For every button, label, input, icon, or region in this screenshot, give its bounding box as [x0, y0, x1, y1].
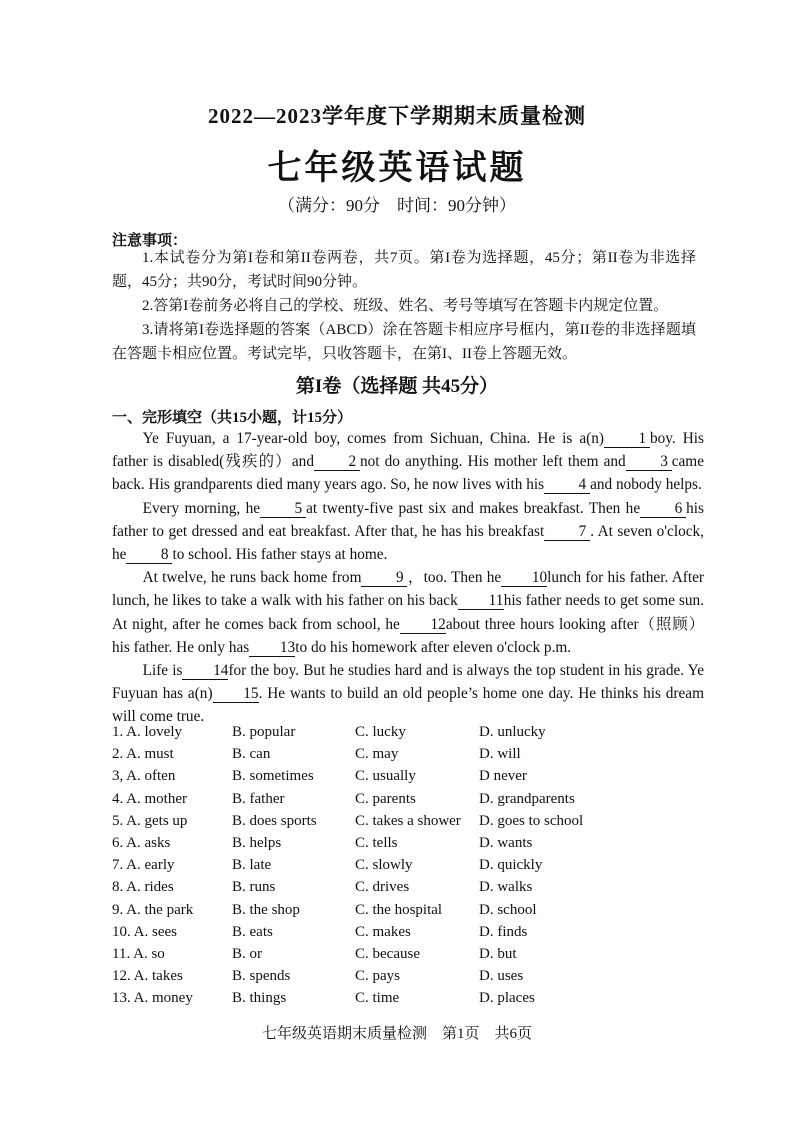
- cloze-blank: 7: [544, 523, 590, 541]
- passage-text: ，too. Then he: [407, 569, 502, 587]
- option-a: 12. A. takes: [112, 968, 183, 985]
- option-c: C. slowly: [355, 857, 413, 874]
- option-a: 11. A. so: [112, 945, 165, 962]
- part-title: 一、完形填空（共15小题，计15分）: [112, 410, 353, 426]
- passage-text: . He wants to build an old people’s home one day. He thinks his dream will come true.: [112, 685, 704, 726]
- option-a: 8. A. rides: [112, 879, 174, 896]
- option-b: B. sometimes: [232, 768, 314, 785]
- option-a: 9. A. the park: [112, 901, 194, 918]
- passage-text: to do his homework after eleven o'clock p.m.: [295, 638, 572, 656]
- passage-text: Every morning, he: [142, 499, 261, 517]
- option-d: D never: [479, 768, 527, 785]
- section-title: 第I卷（选择题 共45分）: [295, 376, 499, 397]
- option-b: B. the shop: [232, 901, 300, 918]
- option-b: B. late: [232, 857, 272, 874]
- passage-text: his father to get dressed and eat breakfast. After that, he has his breakfast: [112, 499, 704, 540]
- option-c: C. because: [355, 945, 420, 962]
- passage-text: about three hours looking after（照顾） his father. He only has: [112, 615, 704, 656]
- passage-text: . At seven o'clock, he: [112, 522, 704, 564]
- option-c: C. drives: [355, 879, 410, 896]
- cloze-blank: 14: [182, 662, 228, 680]
- option-c: C. takes a shower: [355, 812, 461, 829]
- cloze-blank: 15: [213, 685, 259, 703]
- passage-paragraph: [112, 497, 704, 567]
- option-c: C. tells: [355, 834, 398, 851]
- cloze-blank: 11: [458, 592, 504, 610]
- option-d: D. school: [479, 901, 537, 918]
- option-d: D. goes to school: [479, 812, 584, 829]
- cloze-blank: 5: [260, 500, 306, 518]
- passage-text: lunch for his father. After lunch, he likes to take a walk with his father on his back: [112, 569, 704, 610]
- note-item: 1.本试卷分为第I卷和第II卷两卷，共7页。第I卷为选择题，45分；第II卷为非选择题，45分；共90分，考试时间90分钟。: [112, 250, 696, 290]
- cloze-blank: 10: [501, 569, 547, 587]
- option-a: 13. A. money: [112, 990, 193, 1007]
- passage-text: Life is: [142, 662, 183, 680]
- option-b: B. things: [232, 990, 287, 1007]
- passage-paragraph: [112, 659, 704, 729]
- cloze-blank: 3: [626, 453, 672, 471]
- option-c: C. usually: [355, 768, 416, 785]
- passage-text: and nobody helps.: [590, 476, 702, 494]
- option-c: C. may: [355, 746, 399, 763]
- cloze-blank: 2: [314, 453, 360, 471]
- option-c: C. pays: [355, 968, 400, 985]
- option-b: B. popular: [232, 724, 296, 740]
- option-d: D. walks: [479, 879, 533, 896]
- option-d: D. uses: [479, 968, 524, 985]
- passage-text: At twelve, he runs back home from: [142, 569, 362, 587]
- option-a: 4. A. mother: [112, 790, 187, 807]
- option-b: B. or: [232, 945, 262, 962]
- option-d: D. but: [479, 945, 517, 962]
- exam-title: 七年级英语试题: [267, 150, 527, 187]
- option-d: D. unlucky: [479, 724, 546, 740]
- option-d: D. finds: [479, 923, 528, 940]
- passage-paragraph: [112, 427, 704, 497]
- option-c: C. parents: [355, 790, 416, 807]
- page-footer: 七年级英语期末质量检测 第1页 共6页: [261, 1026, 532, 1042]
- note-item: 3.请将第I卷选择题的答案（ABCD）涂在答题卡相应序号框内，第II卷的非选择题填在答题卡相应位置。考试完毕，只收答题卡，在第I、II卷上答题无效。: [112, 322, 696, 362]
- note-item: 2.答第I卷前务必将自己的学校、班级、姓名、考号等填写在答题卡内规定位置。: [142, 298, 669, 314]
- option-d: D. quickly: [479, 857, 543, 874]
- option-b: B. can: [232, 746, 271, 763]
- option-b: B. does sports: [232, 812, 317, 829]
- option-b: B. eats: [232, 923, 273, 940]
- passage-text: for the boy. But he studies hard and is always the top student in his grade. Ye Fuyuan has a(n): [112, 662, 704, 703]
- option-c: C. time: [355, 990, 400, 1007]
- passage-text: boy. His father is disabled(残疾的）and: [112, 430, 704, 471]
- option-b: B. spends: [232, 968, 291, 985]
- passage-text: at twenty-five past six and makes breakfast. Then he: [306, 499, 641, 517]
- option-b: B. father: [232, 790, 285, 807]
- cloze-blank: 9: [361, 569, 407, 587]
- option-a: 1. A. lovely: [112, 724, 182, 740]
- option-a: 3, A. often: [112, 768, 176, 785]
- option-b: B. helps: [232, 834, 282, 851]
- option-d: D. will: [479, 746, 521, 763]
- cloze-blank: 1: [604, 430, 650, 448]
- option-a: 2. A. must: [112, 746, 174, 763]
- passage-paragraph: [112, 566, 704, 659]
- cloze-blank: 6: [640, 500, 686, 518]
- exam-period-heading: 2022—2023学年度下学期期末质量检测: [208, 104, 586, 128]
- passage-text: came back. His grandparents died many years ago. So, he now lives with his: [112, 453, 704, 494]
- cloze-blank: 8: [126, 546, 172, 564]
- passage-text: not do anything. His mother left them and: [359, 453, 626, 471]
- notes-title: 注意事项：: [112, 233, 188, 249]
- option-c: C. lucky: [355, 724, 406, 740]
- passage-text: to school. His father stays at home.: [172, 546, 388, 564]
- passage-text: his father needs to get some sun. At night, after he comes back from school, he: [112, 592, 704, 633]
- option-a: 5. A. gets up: [112, 812, 188, 829]
- option-a: 7. A. early: [112, 857, 175, 874]
- cloze-blank: 4: [544, 476, 590, 494]
- cloze-blank: 13: [249, 639, 295, 657]
- passage-text: Ye Fuyuan, a 17-year-old boy, comes from Sichuan, China. He is a(n): [142, 430, 604, 447]
- cloze-blank: 12: [400, 616, 446, 634]
- option-a: 6. A. asks: [112, 834, 171, 851]
- option-a: 10. A. sees: [112, 923, 177, 940]
- exam-score-time: （满分：90分 时间：90分钟）: [278, 196, 516, 215]
- option-b: B. runs: [232, 879, 276, 896]
- option-d: D. wants: [479, 834, 533, 851]
- option-c: C. the hospital: [355, 901, 443, 918]
- cloze-passage: [112, 427, 704, 729]
- option-d: D. grandparents: [479, 790, 575, 807]
- option-d: D. places: [479, 990, 535, 1007]
- option-c: C. makes: [355, 923, 411, 940]
- notes-list: [112, 246, 696, 366]
